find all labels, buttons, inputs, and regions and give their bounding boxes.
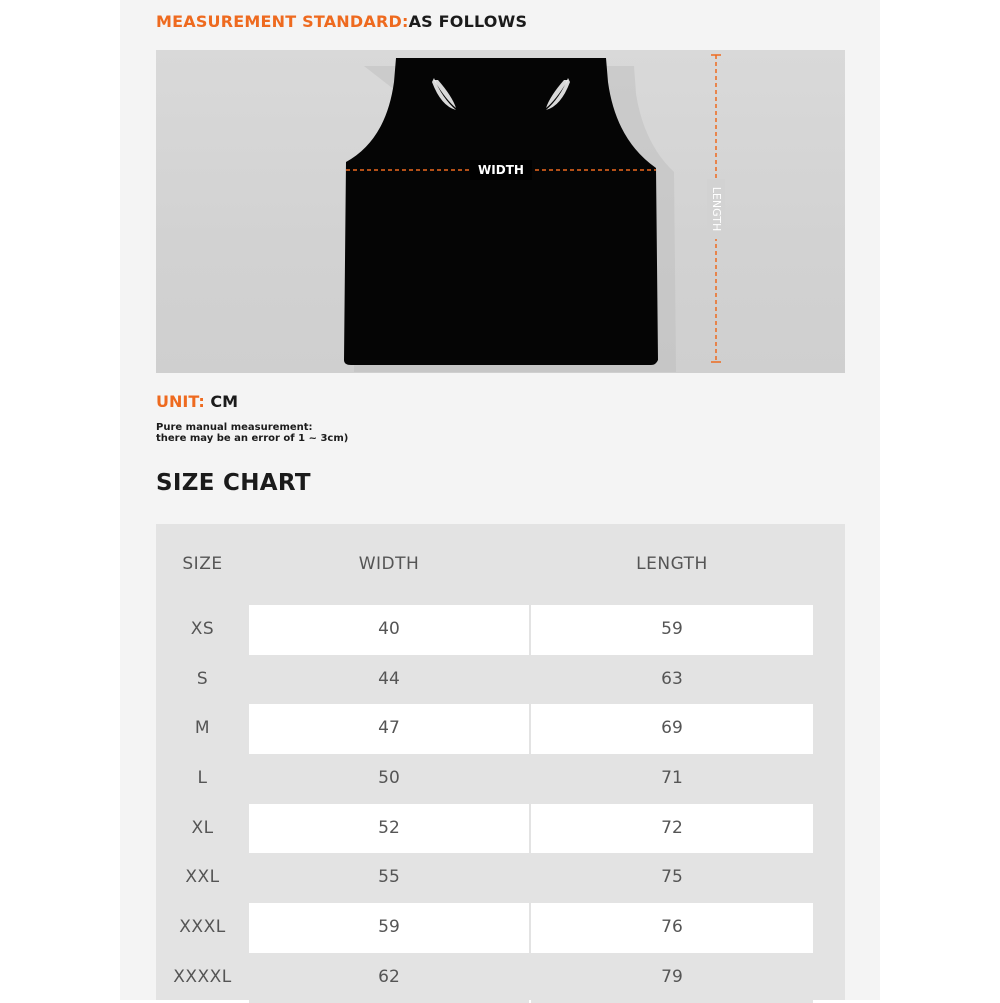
length-label: LENGTH	[707, 179, 725, 239]
measurement-heading-value: AS FOLLOWS	[408, 12, 528, 31]
measurement-heading-label: MEASUREMENT STANDARD:	[156, 12, 409, 31]
table-row	[156, 804, 845, 854]
size-cell: S	[196, 668, 209, 689]
product-size-page	[120, 0, 880, 1000]
width-cell: 50	[249, 754, 529, 804]
length-cell: 59	[531, 605, 813, 655]
tank-top-measurement-diagram	[156, 50, 845, 373]
length-cell: 69	[531, 704, 813, 754]
table-row	[156, 903, 845, 953]
width-cell: 52	[249, 804, 529, 854]
size-chart-table	[156, 524, 845, 1000]
measurement-note-line2: there may be an error of 1 ~ 3cm)	[156, 433, 349, 444]
size-cell: XXXXL	[173, 966, 232, 987]
size-chart-rows	[156, 605, 845, 1003]
length-cell: 79	[531, 953, 813, 1003]
size-cell: XXXL	[179, 917, 226, 938]
length-cell: 63	[531, 655, 813, 705]
table-row	[156, 853, 845, 903]
size-column-header: SIZE	[182, 554, 223, 574]
table-row	[156, 704, 845, 754]
table-row	[156, 655, 845, 705]
measurement-note-line1: Pure manual measurement:	[156, 422, 313, 433]
size-chart-title: SIZE CHART	[156, 470, 311, 496]
tank-top-illustration	[156, 50, 845, 373]
table-row	[156, 953, 845, 1003]
width-cell: 62	[249, 953, 529, 1003]
width-cell: 59	[249, 903, 529, 953]
width-label: WIDTH	[470, 160, 532, 180]
size-cell: M	[194, 718, 211, 739]
width-cell: 47	[249, 704, 529, 754]
width-column-header: WIDTH	[358, 554, 420, 574]
width-cell: 44	[249, 655, 529, 705]
size-cell: XL	[191, 817, 214, 838]
measurement-note	[156, 422, 348, 444]
length-cell: 72	[531, 804, 813, 854]
size-cell: XXL	[185, 867, 220, 888]
measurement-heading	[156, 12, 527, 31]
tank-top-shape	[344, 58, 658, 365]
width-cell: 55	[249, 853, 529, 903]
size-cell: L	[197, 768, 208, 789]
unit-label: UNIT:	[156, 392, 205, 411]
table-row	[156, 605, 845, 655]
table-row	[156, 754, 845, 804]
width-cell: 40	[249, 605, 529, 655]
size-cell: XS	[190, 619, 215, 639]
length-column-header: LENGTH	[636, 554, 708, 574]
length-cell: 75	[531, 853, 813, 903]
length-cell: 76	[531, 903, 813, 953]
length-cell: 71	[531, 754, 813, 804]
unit-value: CM	[210, 392, 239, 411]
unit-line	[156, 392, 238, 411]
